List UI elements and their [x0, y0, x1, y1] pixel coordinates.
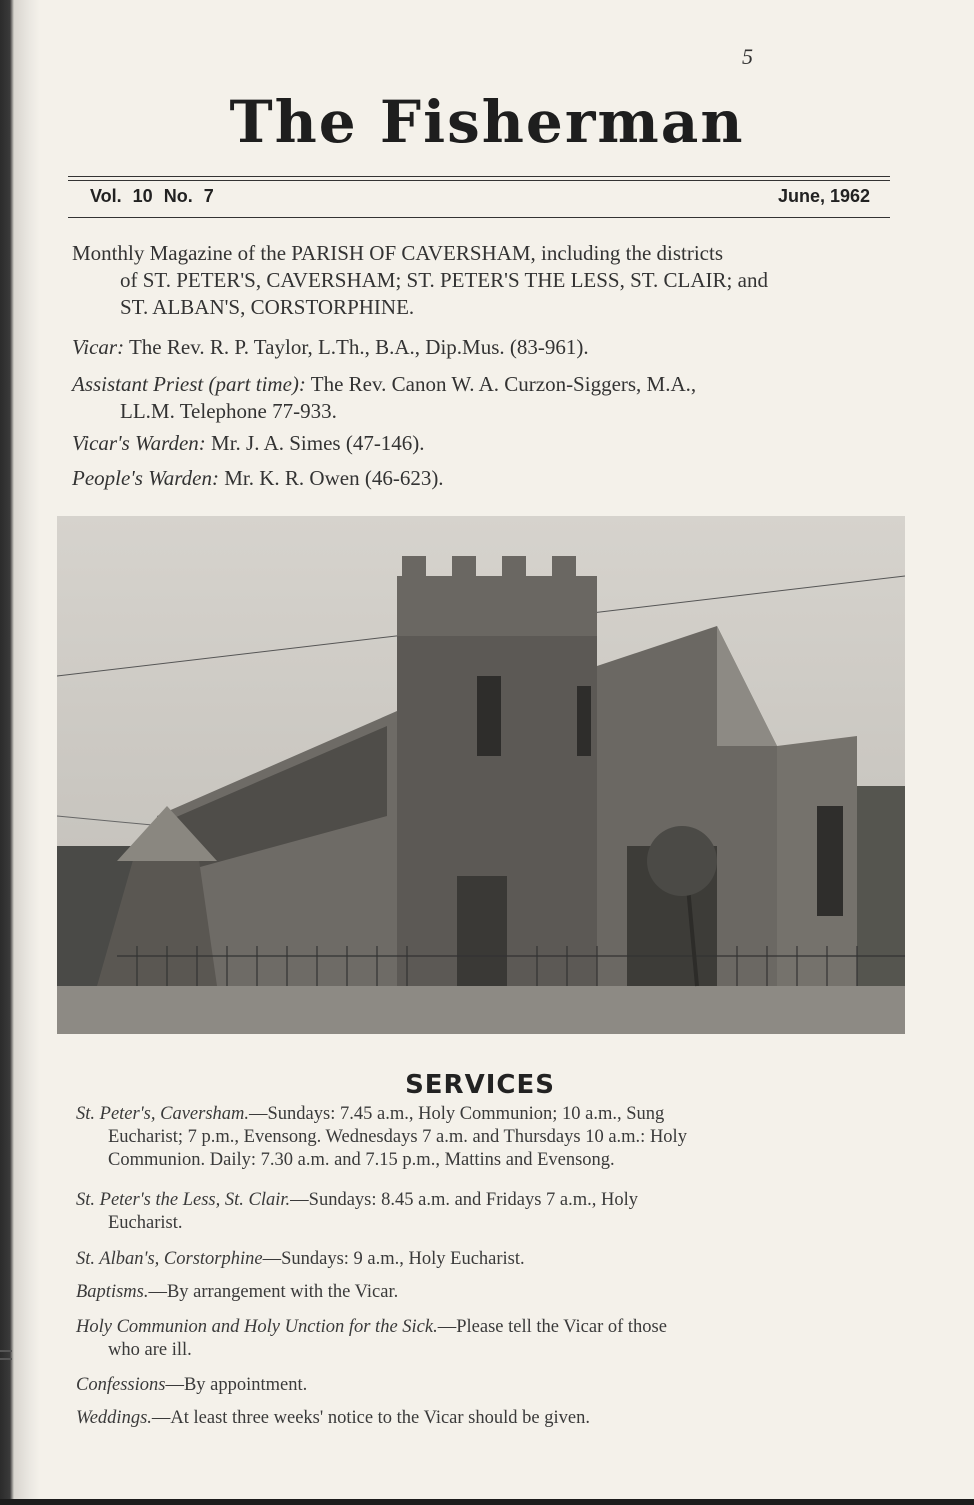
assistant-priest-entry [72, 371, 892, 425]
services-heading: SERVICES [405, 1070, 555, 1100]
service-label: Baptisms. [76, 1282, 149, 1302]
assistant-text: The Rev. Canon W. A. Curzon-Siggers, M.A., [310, 372, 697, 396]
service-label: Weddings. [76, 1408, 152, 1428]
service-text: —Sundays: 8.45 a.m. and Fridays 7 a.m., Holy [290, 1190, 639, 1210]
service-text: —Please tell the Vicar of those [437, 1317, 667, 1337]
page-bottom-edge [0, 1499, 974, 1505]
service-text: —By arrangement with the Vicar. [148, 1282, 399, 1302]
intro-paragraph [72, 240, 892, 321]
service-baptisms [76, 1281, 892, 1304]
header-rule-bottom [68, 217, 890, 218]
assistant-text-2: LL.M. Telephone 77-933. [120, 399, 337, 423]
assistant-label: Assistant Priest (part time): [72, 372, 306, 396]
service-st-peters-caversham [76, 1103, 892, 1172]
issue-volume-number [90, 186, 214, 207]
header-rule-top-2 [68, 180, 890, 181]
vicar-text: The Rev. R. P. Taylor, L.Th., B.A., Dip.Mus. (83-961). [128, 335, 589, 359]
service-text: —By appointment. [165, 1375, 308, 1395]
intro-line-3: ST. ALBAN'S, CORSTORPHINE. [120, 295, 415, 319]
service-label: Confessions [76, 1375, 166, 1395]
book-spine-edge [0, 0, 40, 1505]
vicar-entry [72, 334, 892, 361]
service-weddings [76, 1407, 892, 1430]
peoples-warden-text: Mr. K. R. Owen (46-623). [224, 466, 444, 490]
vicars-warden-text: Mr. J. A. Simes (47-146). [211, 431, 425, 455]
intro-line-1: Monthly Magazine of the PARISH OF CAVERSHAM, including the districts [72, 241, 724, 265]
service-text-2: Eucharist. [108, 1213, 183, 1233]
margin-mark [0, 1350, 12, 1360]
peoples-warden-entry [72, 465, 892, 492]
peoples-warden-label: People's Warden: [72, 466, 219, 490]
magazine-title: The Fisherman [229, 88, 745, 156]
number: No. 7 [163, 186, 214, 206]
page-number: 5 [742, 44, 753, 69]
service-text: —At least three weeks' notice to the Vicar should be given. [151, 1408, 590, 1428]
service-text: —Sundays: 7.45 a.m., Holy Communion; 10 a.m., Sung [249, 1104, 665, 1124]
church-photograph [57, 516, 905, 1034]
service-label: St. Alban's, Corstorphine [76, 1249, 263, 1269]
vicars-warden-entry [72, 430, 892, 457]
service-text-3: Communion. Daily: 7.30 a.m. and 7.15 p.m., Mattins and Evensong. [108, 1150, 615, 1170]
service-st-albans [76, 1248, 892, 1271]
service-text: —Sundays: 9 a.m., Holy Eucharist. [262, 1249, 525, 1269]
header-rule-top [68, 176, 890, 177]
service-text-2: Eucharist; 7 p.m., Evensong. Wednesdays 7 a.m. and Thursdays 10 a.m.: Holy [108, 1127, 687, 1147]
service-label: St. Peter's, Caversham. [76, 1104, 250, 1124]
vicar-label: Vicar: [72, 335, 125, 359]
issue-date: June, 1962 [777, 186, 870, 206]
service-st-peters-the-less [76, 1189, 892, 1235]
service-sick [76, 1316, 892, 1362]
service-label: St. Peter's the Less, St. Clair. [76, 1190, 291, 1210]
service-confessions [76, 1374, 892, 1397]
service-label: Holy Communion and Holy Unction for the Sick. [76, 1317, 438, 1337]
volume: Vol. 10 [90, 186, 153, 206]
service-text-2: who are ill. [108, 1340, 192, 1360]
intro-line-2: of ST. PETER'S, CAVERSHAM; ST. PETER'S THE LESS, ST. CLAIR; and [120, 268, 768, 292]
vicars-warden-label: Vicar's Warden: [72, 431, 206, 455]
